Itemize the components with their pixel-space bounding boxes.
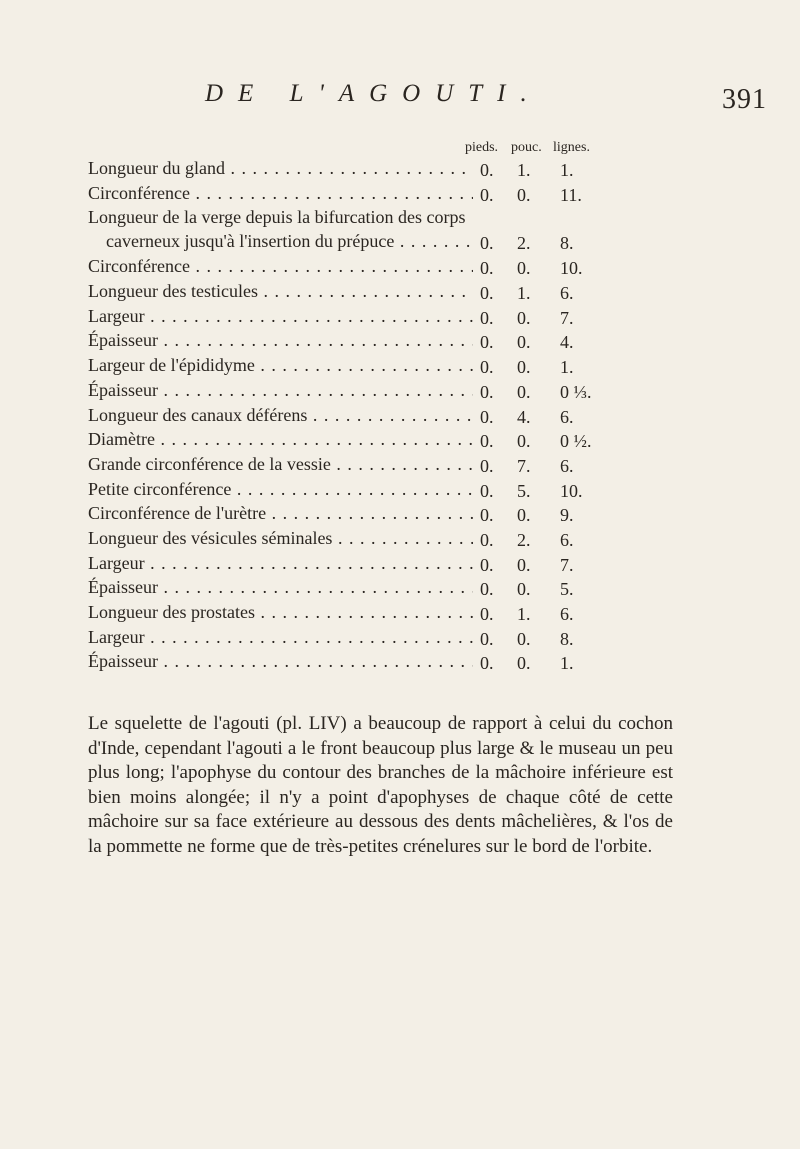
value-lignes: 6. (560, 604, 574, 624)
table-row (0, 378, 800, 403)
value-pouces: 1. (517, 283, 531, 304)
value-lignes: 6. (560, 529, 574, 550)
value-pouces: 4. (517, 406, 531, 427)
measurements-table (0, 156, 800, 674)
value-pouces: 0. (517, 307, 531, 328)
value-lignes: 6. (560, 283, 574, 304)
row-label: Longueur des prostates . . . (88, 600, 473, 624)
value-pieds: 0. (480, 233, 494, 254)
table-row (0, 600, 800, 625)
value-pouces: 0. (517, 628, 531, 649)
value-lignes: 6. (560, 455, 574, 476)
column-header-pieds: pieds. (465, 140, 499, 155)
value-lignes: 11. (560, 184, 582, 205)
value-pouces: 0. (517, 258, 531, 279)
value-lignes: 8. (560, 233, 574, 254)
value-pouces: 1. (517, 604, 531, 624)
table-row (0, 501, 800, 526)
value-lignes: 1. (560, 357, 574, 378)
value-pieds: 0. (480, 332, 494, 353)
body-paragraph (88, 712, 673, 859)
value-pouces: 0. (517, 381, 531, 402)
value-pieds: 0. (480, 480, 494, 501)
column-header-lignes: lignes. (553, 140, 590, 155)
value-pieds: 0. (480, 258, 494, 279)
row-label: Circonférence . . . (88, 254, 473, 278)
value-pouces: 0. (517, 554, 531, 575)
value-lignes: 1. (560, 653, 574, 674)
row-label: Longueur des vésicules séminales . . . (88, 526, 473, 550)
value-pieds: 0. (480, 307, 494, 328)
value-lignes: 7. (560, 307, 574, 328)
row-label: Épaisseur . . . (88, 378, 473, 402)
value-pouces: 0. (517, 431, 531, 452)
value-pouces: 1. (517, 160, 531, 180)
table-row (0, 353, 800, 378)
table-row (0, 156, 800, 181)
value-lignes: 8. (560, 628, 574, 649)
table-row (0, 279, 800, 304)
value-lignes: 0 ½. (560, 431, 592, 452)
table-row (0, 328, 800, 353)
value-pouces: 2. (517, 233, 531, 254)
row-label: Largeur . . . (88, 304, 473, 328)
row-label-continued: caverneux jusqu'à l'insertion du prépuce . . . (106, 229, 473, 253)
row-label: Largeur de l'épididyme . . . (88, 353, 473, 377)
value-pieds: 0. (480, 628, 494, 649)
value-lignes: 0 ⅓. (560, 381, 592, 402)
row-label: Longueur de la verge depuis la bifurcation des corps (88, 207, 466, 228)
value-pouces: 0. (517, 653, 531, 674)
paragraph-text: Le squelette de l'agouti (pl. LIV) a beaucoup de rapport à celui du cochon d'Inde, cependant l'agouti a le front beaucoup plus large & le museau un peu plus long; l'apophyse du contour des branches de la mâchoire inférieure est bien moins alongée; il n'y a point d'apophyses de chaque côté de cette mâchoire sur sa face extérieure au dessous des dents mâchelières, & l'os de la pommette ne forme que de très-petites crénelures sur le bord de l'orbite. (88, 713, 673, 857)
page-number: 391 (722, 84, 767, 115)
table-row (0, 649, 800, 674)
row-label: Grande circonférence de la vessie . . . (88, 452, 473, 476)
row-label: Largeur . . . (88, 625, 473, 649)
value-pieds: 0. (480, 357, 494, 378)
table-row (0, 181, 800, 206)
value-pieds: 0. (480, 579, 494, 600)
table-row (0, 205, 800, 254)
value-pieds: 0. (480, 505, 494, 526)
value-pieds: 0. (480, 381, 494, 402)
value-lignes: 6. (560, 406, 574, 427)
table-row (0, 526, 800, 551)
value-lignes: 9. (560, 505, 574, 526)
row-label: Longueur des testicules . . . (88, 279, 473, 303)
value-pouces: 5. (517, 480, 531, 501)
value-pieds: 0. (480, 455, 494, 476)
value-lignes: 7. (560, 554, 574, 575)
value-pouces: 2. (517, 529, 531, 550)
value-pieds: 0. (480, 653, 494, 674)
value-pouces: 0. (517, 184, 531, 205)
running-title: DE L'AGOUTI. (205, 80, 542, 107)
row-label: Circonférence . . . (88, 181, 473, 205)
table-row (0, 625, 800, 650)
value-pieds: 0. (480, 604, 494, 624)
table-row (0, 477, 800, 502)
value-pieds: 0. (480, 184, 494, 205)
value-lignes: 5. (560, 579, 574, 600)
row-label: Longueur des canaux déférens . . . (88, 403, 473, 427)
value-pieds: 0. (480, 529, 494, 550)
value-lignes: 1. (560, 160, 574, 180)
value-lignes: 10. (560, 258, 583, 279)
table-row (0, 452, 800, 477)
value-pouces: 0. (517, 505, 531, 526)
table-row (0, 403, 800, 428)
value-pieds: 0. (480, 554, 494, 575)
value-lignes: 4. (560, 332, 574, 353)
row-label: Épaisseur . . . (88, 575, 473, 599)
row-label: Petite circonférence . . . (88, 477, 473, 501)
value-pieds: 0. (480, 160, 494, 180)
row-label: Longueur du gland . . . (88, 156, 473, 180)
value-pouces: 0. (517, 332, 531, 353)
table-row (0, 575, 800, 600)
value-pieds: 0. (480, 406, 494, 427)
row-label: Largeur . . . (88, 551, 473, 575)
value-pouces: 0. (517, 357, 531, 378)
value-pouces: 7. (517, 455, 531, 476)
row-label: Circonférence de l'urètre . . . (88, 501, 473, 525)
table-row (0, 427, 800, 452)
row-label: Épaisseur . . . (88, 328, 473, 352)
row-label: Diamètre . . . (88, 427, 473, 451)
value-pouces: 0. (517, 579, 531, 600)
value-lignes: 10. (560, 480, 583, 501)
page-header (0, 78, 800, 118)
row-label: Épaisseur . . . (88, 649, 473, 673)
table-row (0, 304, 800, 329)
value-pieds: 0. (480, 283, 494, 304)
table-row (0, 551, 800, 576)
column-header-pouces: pouc. (511, 140, 542, 155)
value-pieds: 0. (480, 431, 494, 452)
table-row (0, 254, 800, 279)
